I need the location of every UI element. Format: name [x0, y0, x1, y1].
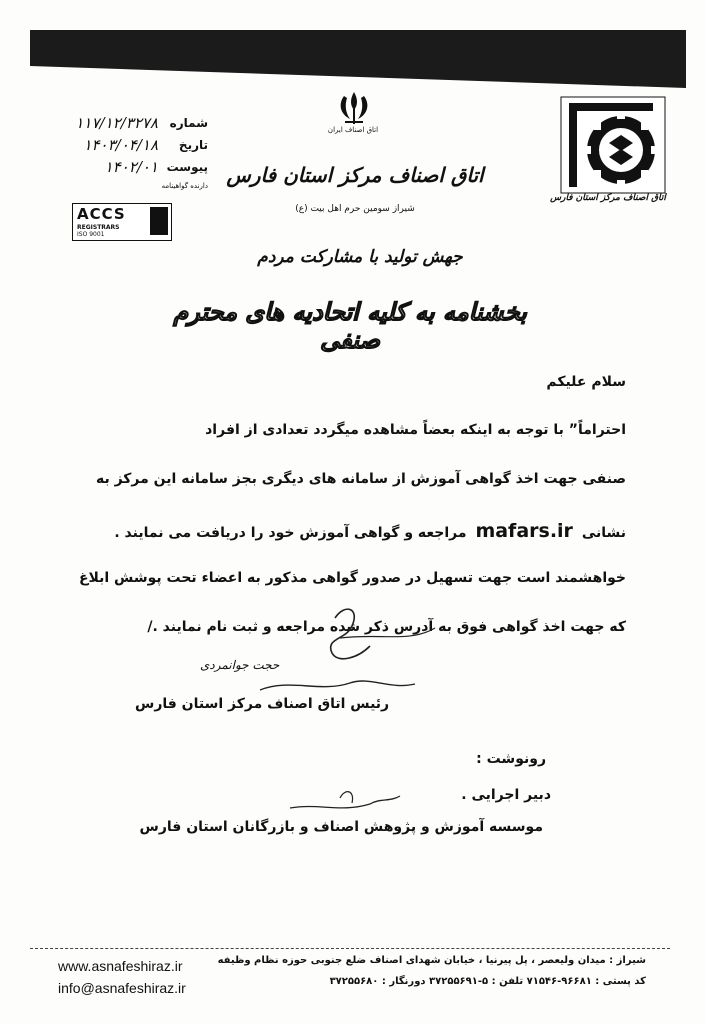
year-slogan: جهش تولید با مشارکت مردم [257, 247, 463, 267]
attachment-label: پیوست [166, 160, 208, 174]
copy-recipient-2: موسسه آموزش و پژوهش اصناف و بازرگانان استان فارس [139, 819, 543, 835]
site-address-link[interactable]: mafars.ir [475, 520, 573, 542]
organization-name: اتاق اصناف مرکز استان فارس [226, 163, 484, 187]
iran-emblem-icon [333, 90, 375, 126]
date-row [38, 136, 208, 158]
footer-divider [30, 948, 670, 949]
iso-registrar-sub: REGISTRARS [77, 224, 120, 231]
letter-line-4: خواهشمند است جهت تسهیل در صدور گواهی مذکور به اعضاء تحت پوشش ابلاغ [78, 570, 626, 586]
greeting: سلام علیکم [546, 374, 626, 390]
organization-address: شیراز سومین حرم اهل بیت (ع) [295, 204, 415, 214]
letter-line-2: صنفی جهت اخذ گواهی آموزش از سامانه های دیگری بجز سامانه این مرکز به [95, 471, 626, 487]
date-value: ۱۴۰۳/۰۴/۱۸ [83, 136, 158, 154]
attachment-row [38, 158, 208, 180]
footer-website-link[interactable]: www.asnafeshiraz.ir [58, 958, 183, 974]
date-label: تاریخ [178, 138, 208, 152]
attachment-value: ۱۴۰۲/۰۱ [104, 158, 158, 176]
iso-standard-code: ISO 9001 [77, 231, 105, 238]
number-row [38, 114, 208, 136]
gear-logo-icon [559, 95, 667, 195]
letter-meta [38, 114, 208, 194]
circular-title: بخشنامه به کلیه اتحادیه های محترم صنفی [173, 298, 527, 354]
letter-line-3-end: مراجعه و گواهی آموزش خود را دریافت می نمایند . [114, 525, 467, 541]
iso-certificate-badge [72, 203, 172, 241]
iso-registrar-name: ACCS [77, 205, 126, 223]
footer-email-link[interactable]: info@asnafeshiraz.ir [58, 980, 186, 996]
certificate-holder-note: دارنده گواهینامه [161, 182, 208, 190]
letter-line-1: احتراماً” با توجه به اینکه بعضاً مشاهده میگردد تعدادی از افراد [205, 422, 626, 438]
signatory-name: حجت جوانمردی [200, 658, 280, 672]
copies-label: رونوشت : [476, 751, 546, 767]
footer-address: شیراز : میدان ولیعصر ، پل پیرنیا ، خیابان شهدای اصناف ضلع جنوبی حوزه نظام وظیفه [217, 955, 646, 966]
holder-row [38, 180, 208, 194]
signatory-title: رئیس اتاق اصناف مرکز استان فارس [135, 696, 390, 712]
letter-line-3 [66, 520, 626, 542]
iso-mark-icon [150, 207, 168, 235]
footer-contacts: کد پستی : ۹۶۶۸۱-۷۱۵۴۶ تلفن : ۵-۳۷۲۵۵۶۹۱ دورنگار : ۳۷۲۵۵۶۸۰ [329, 976, 646, 987]
letter-line-3-start: نشانی [581, 525, 626, 541]
letter-line-5: که جهت اخذ گواهی فوق به آدرس ذکر شده مراجعه و ثبت نام نمایند ./ [147, 619, 626, 635]
copy-recipient-1: دبیر اجرایی . [461, 787, 551, 803]
header-band [30, 30, 686, 88]
gear-logo-caption: اتاق اصناف مرکز استان فارس [550, 193, 666, 203]
emblem-caption: اتاق اصناف ایران [327, 126, 379, 134]
number-value: ۱۱۷/۱۲/۳۲۷۸ [75, 114, 158, 132]
number-label: شماره [169, 116, 208, 130]
